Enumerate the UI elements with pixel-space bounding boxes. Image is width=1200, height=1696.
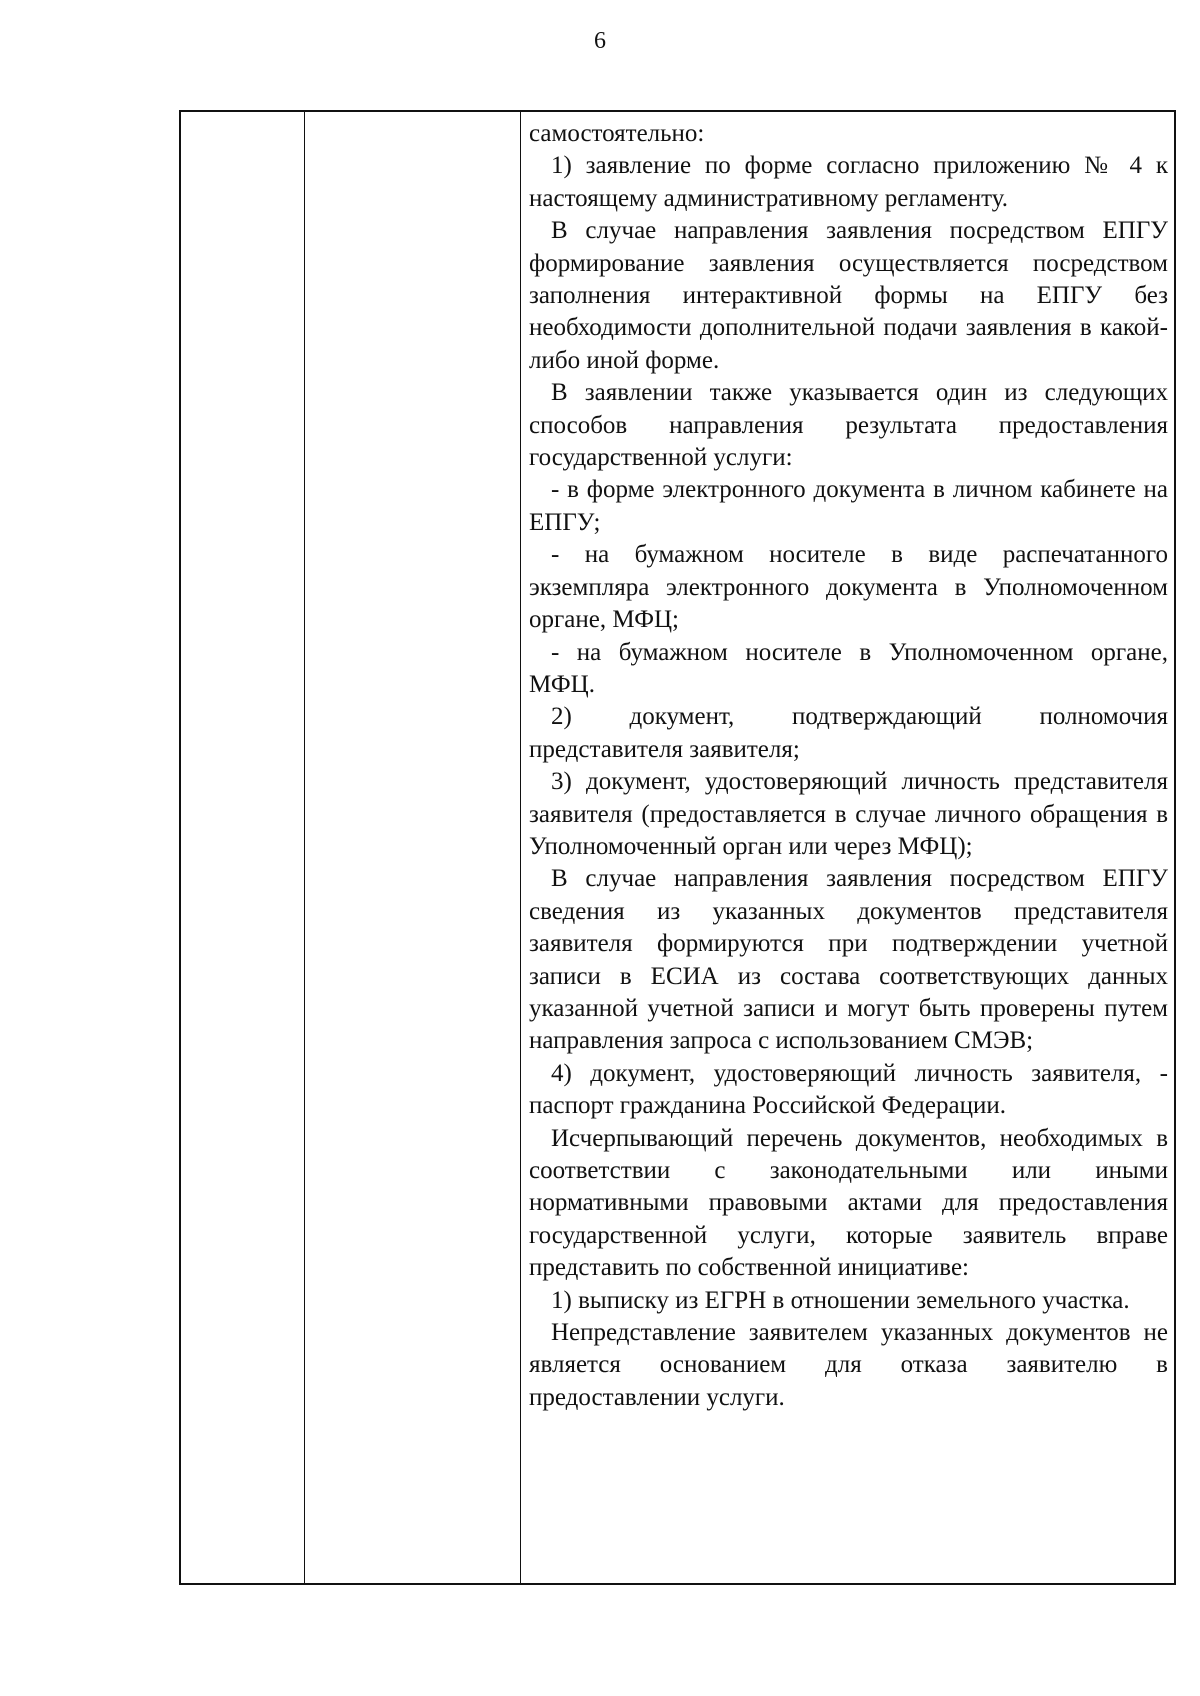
paragraph: самостоятельно: — [529, 120, 705, 147]
paragraph: Непредставление заявителем указанных документов не является основанием для отказа заявителю в предоставлении услуги. — [529, 1319, 1168, 1411]
document-table — [179, 110, 1176, 1585]
paragraph: В заявлении также указывается один из следующих способов направления результата предоставления государственной услуги: — [529, 379, 1168, 472]
paragraph: 1) выписку из ЕГРН в отношении земельного участка. — [551, 1286, 1130, 1314]
page-number: 6 — [594, 28, 606, 54]
paragraph: - на бумажном носителе в Уполномоченном органе, МФЦ. — [529, 638, 1168, 698]
table-column-3 — [521, 112, 1174, 1583]
paragraph: В случае направления заявления посредством ЕПГУ сведения из указанных документов представителя заявителя формируются при подтверждении учетной записи в ЕСИА из состава соответствующих данных указанной учетной записи и могут быть проверены путем направления запроса с использованием СМЭВ; — [529, 865, 1168, 1055]
paragraph: 4) документ, удостоверяющий личность заявителя, - паспорт гражданина Российской Федерации. — [529, 1059, 1168, 1120]
table-column-1 — [181, 112, 305, 1583]
paragraph: - на бумажном носителе в виде распечатанного экземпляра электронного документа в Уполномоченном органе, МФЦ; — [529, 541, 1168, 634]
table-column-2 — [305, 112, 521, 1583]
paragraph: Исчерпывающий перечень документов, необходимых в соответствии с законодательными или иными нормативными правовыми актами для предоставления государственной услуги, которые заявитель вправе представить по собственной инициативе: — [529, 1124, 1168, 1282]
paragraph: - в форме электронного документа в личном кабинете на ЕПГУ; — [529, 476, 1168, 536]
paragraph: 1) заявление по форме согласно приложению № 4 к настоящему административному регламенту. — [529, 152, 1168, 212]
paragraph: 2) документ, подтверждающий полномочия представителя заявителя; — [529, 703, 1168, 763]
paragraph: 3) документ, удостоверяющий личность представителя заявителя (предоставляется в случае личного обращения в Уполномоченный орган или через МФЦ); — [529, 768, 1168, 860]
paragraph: В случае направления заявления посредством ЕПГУ формирование заявления осуществляется посредством заполнения интерактивной формы на ЕПГУ без необходимости дополнительной подачи заявления в какой-либо иной форме. — [529, 217, 1168, 374]
